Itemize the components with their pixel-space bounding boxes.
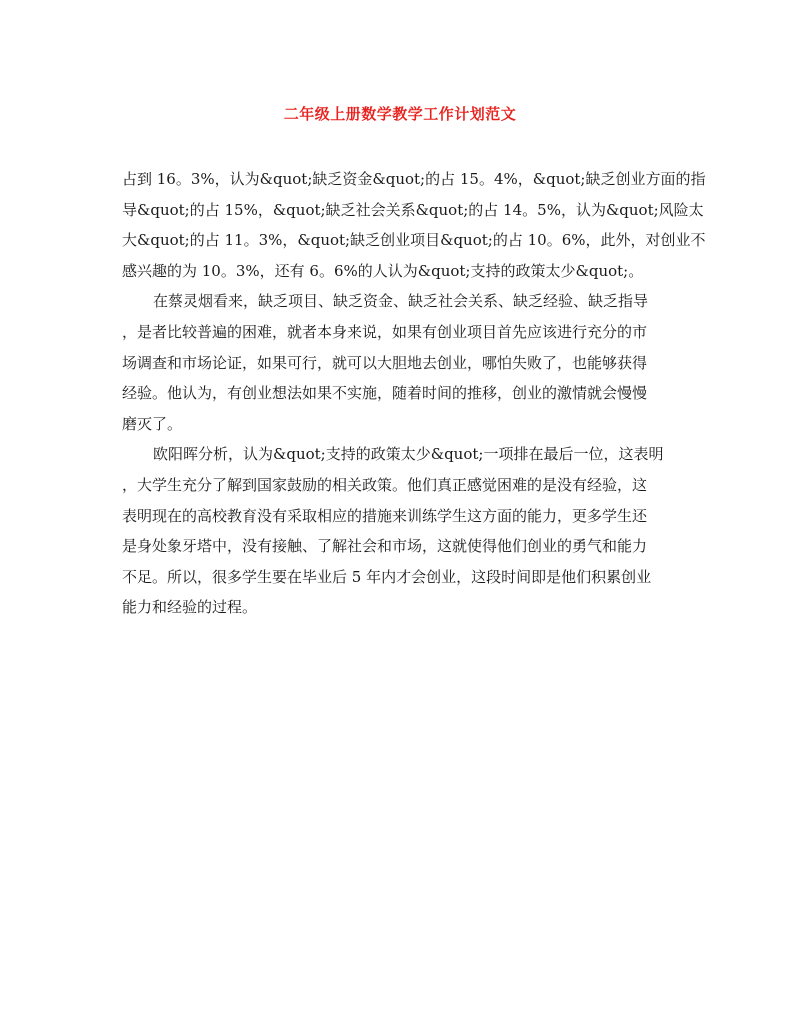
text-line: 磨灭了。 — [122, 414, 183, 433]
text-line: 能力和经验的过程。 — [122, 598, 258, 617]
text-line: 是身处象牙塔中，没有接触、了解社会和市场，这就使得他们创业的勇气和能力 — [122, 537, 648, 556]
text-line: 感兴趣的为 10。3%，还有 6。6%的人认为&quot;支持的政策太少&quot;。 — [122, 261, 644, 280]
paragraph-3 — [122, 439, 682, 623]
document-body — [122, 164, 706, 623]
text-line: 欧阳晖分析，认为&quot;支持的政策太少&quot;一项排在最后一位，这表明 — [153, 445, 664, 464]
text-line: 在蔡灵烟看来，缺乏项目、缺乏资金、缺乏社会关系、缺乏经验、缺乏指导 — [153, 292, 649, 311]
text-line: 占到 16。3%，认为&quot;缺乏资金&quot;的占 15。4%，&quot;缺乏创业方面的指 — [122, 170, 706, 188]
paragraph-1 — [122, 164, 706, 286]
text-line: 经验。他认为，有创业想法如果不实施，随着时间的推移，创业的激情就会慢慢 — [122, 384, 648, 403]
text-line: 场调查和市场论证，如果可行，就可以大胆地去创业，哪怕失败了，也能够获得 — [122, 353, 648, 372]
text-line: ，大学生充分了解到国家鼓励的相关政策。他们真正感觉困难的是没有经验，这 — [122, 475, 648, 494]
paragraph-2 — [122, 286, 682, 439]
text-line: 导&quot;的占 15%，&quot;缺乏社会关系&quot;的占 14。5%，认为&quot;风险太 — [122, 200, 704, 219]
text-line: ，是者比较普遍的困难，就者本身来说，如果有创业项目首先应该进行充分的市 — [122, 322, 648, 341]
text-line: 大&quot;的占 11。3%，&quot;缺乏创业项目&quot;的占 10。6%，此外，对创业不 — [122, 231, 706, 250]
text-line: 表明现在的高校教育没有采取相应的措施来训练学生这方面的能力，更多学生还 — [122, 506, 648, 525]
text-line: 不足。所以，很多学生要在毕业后 5 年内才会创业，这段时间即是他们积累创业 — [122, 567, 652, 586]
document-title: 二年级上册数学教学工作计划范文 — [283, 105, 517, 123]
